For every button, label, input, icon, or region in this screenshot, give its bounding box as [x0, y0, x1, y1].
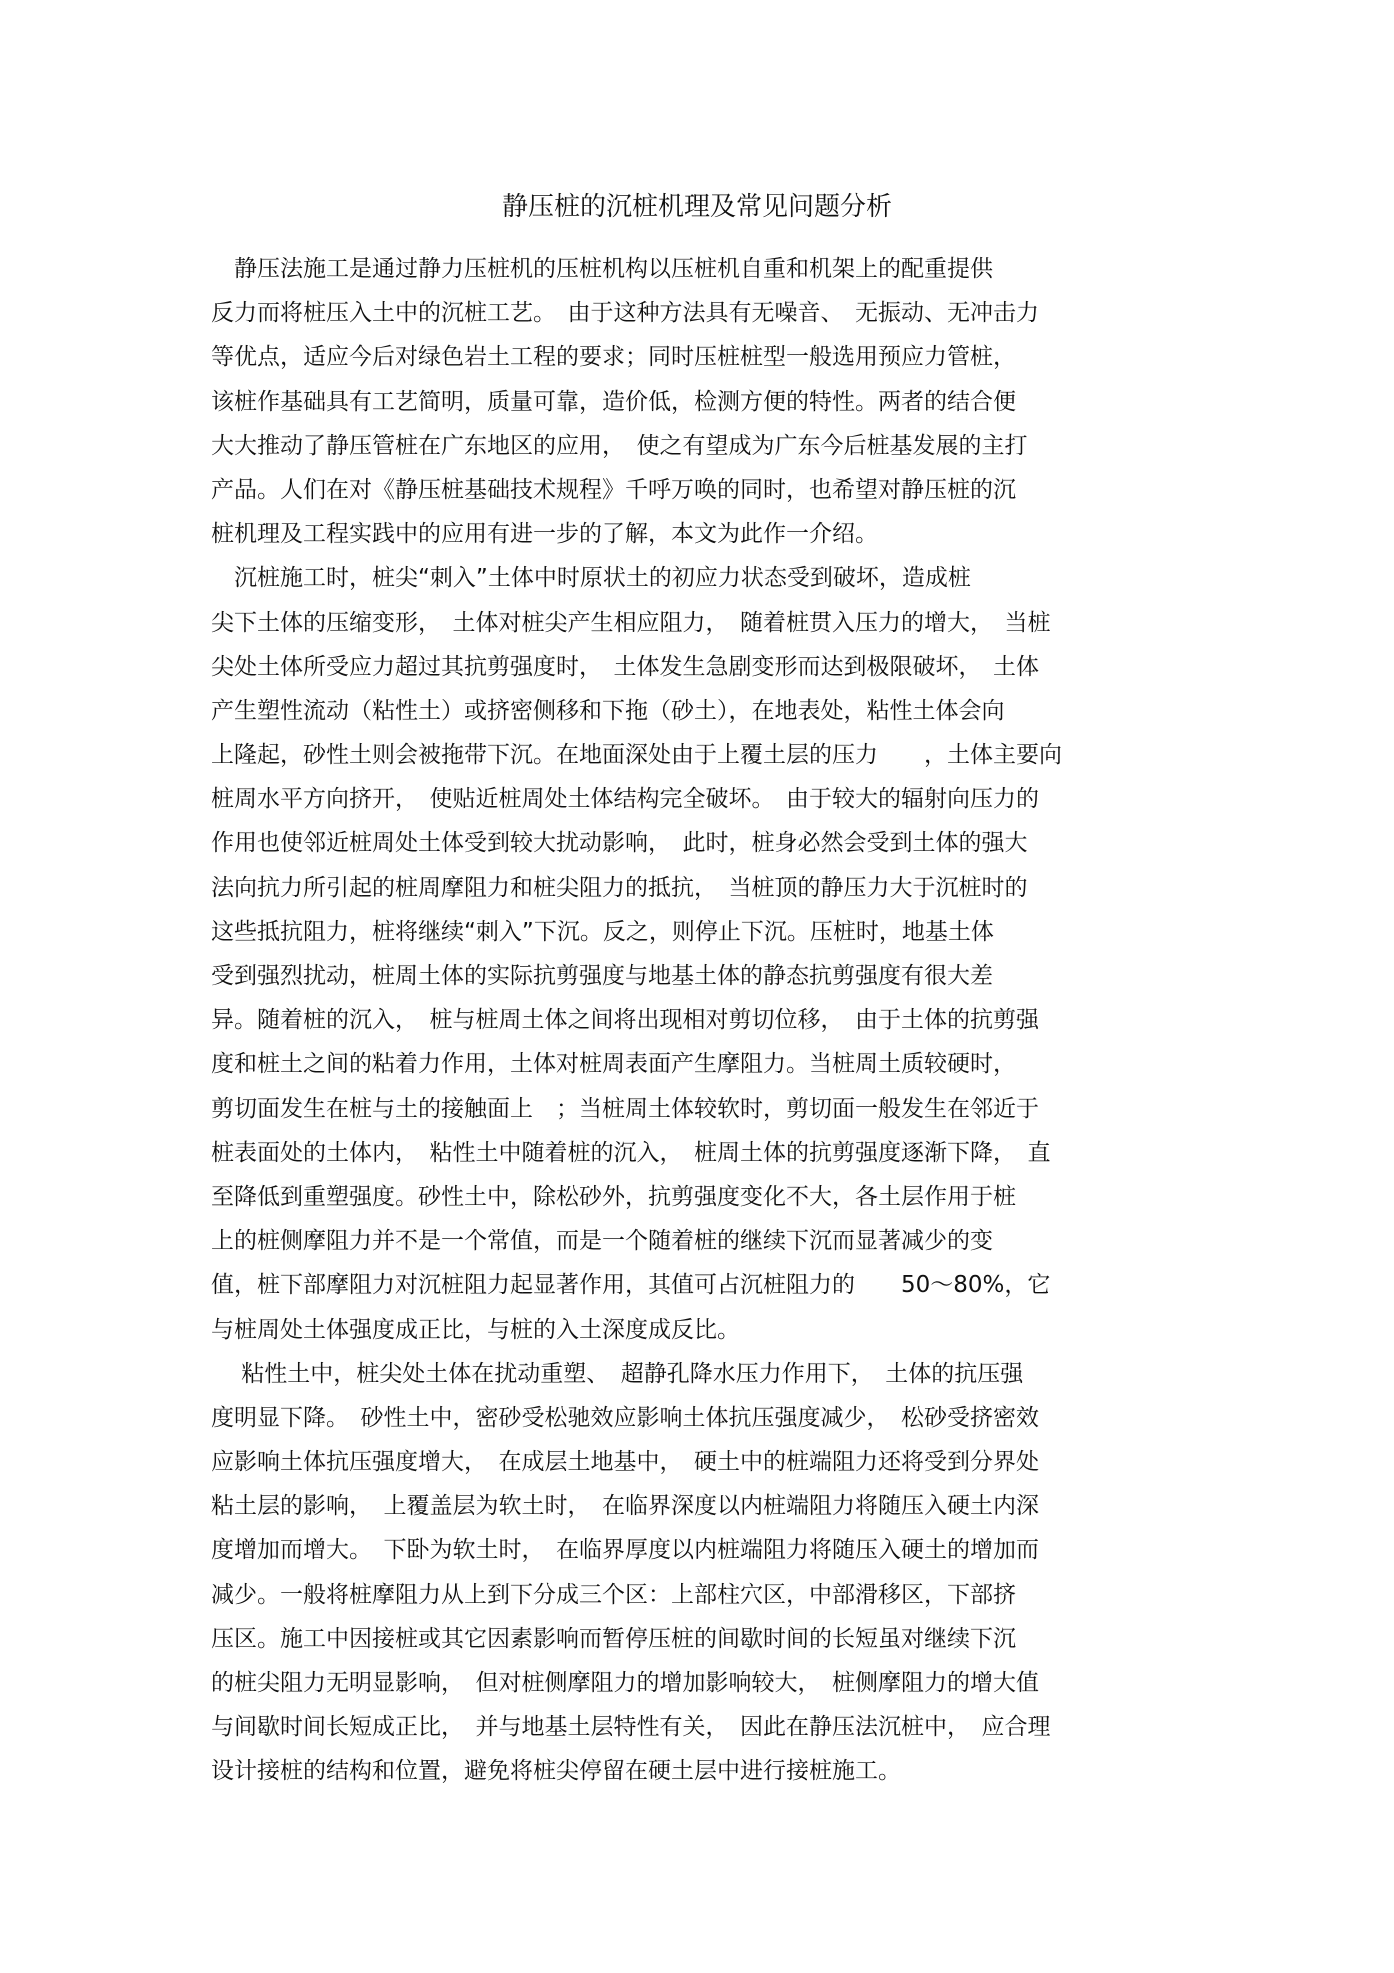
text-line: 尖处土体所受应力超过其抗剪强度时， 土体发生急剧变形而达到极限破坏， 土体	[211, 653, 1039, 680]
text-line: 至降低到重塑强度。砂性土中，除松砂外，抗剪强度变化不大，各土层作用于桩	[211, 1183, 1016, 1210]
text-line: 反力而将桩压入土中的沉桩工艺。 由于这种方法具有无噪音、 无振动、无冲击力	[211, 300, 1039, 327]
text-line: 等优点，适应今后对绿色岩土工程的要求；同时压桩桩型一般选用预应力管桩，	[211, 344, 1016, 371]
text-line: 应影响土体抗压强度增大， 在成层土地基中， 硬土中的桩端阻力还将受到分界处	[211, 1449, 1039, 1476]
text-line: 剪切面发生在桩与土的接触面上 ；当桩周土体较软时，剪切面一般发生在邻近于	[211, 1095, 1039, 1122]
text-line: 的桩尖阻力无明显影响， 但对桩侧摩阻力的增加影响较大， 桩侧摩阻力的增大值	[211, 1670, 1039, 1696]
text-line: 法向抗力所引起的桩周摩阻力和桩尖阻力的抵抗， 当桩顶的静压力大于沉桩时的	[211, 874, 1028, 901]
text-line: 度明显下降。 砂性土中，密砂受松驰效应影响土体抗压强度减少， 松砂受挤密效	[211, 1404, 1039, 1431]
text-line: 与间歇时间长短成正比， 并与地基土层特性有关， 因此在静压法沉桩中， 应合理	[211, 1714, 1051, 1741]
text-line: 静压法施工是通过静力压桩机的压桩机构以压桩机自重和机架上的配重提供	[211, 256, 993, 282]
text-line: 异。随着桩的沉入， 桩与桩周土体之间将出现相对剪切位移， 由于土体的抗剪强	[211, 1007, 1039, 1034]
text-line: 大大推动了静压管桩在广东地区的应用， 使之有望成为广东今后桩基发展的主打	[211, 432, 1028, 459]
text-line: 上的桩侧摩阻力并不是一个常值，而是一个随着桩的继续下沉而显著减少的变	[211, 1228, 993, 1255]
text-line: 度增加而增大。 下卧为软土时， 在临界厚度以内桩端阻力将随压入硬土的增加而	[211, 1537, 1039, 1564]
text-line: 桩表面处的土体内， 粘性土中随着桩的沉入， 桩周土体的抗剪强度逐渐下降， 直	[211, 1139, 1051, 1166]
text-line: 该桩作基础具有工艺简明，质量可靠，造价低，检测方便的特性。两者的结合便	[211, 388, 1016, 415]
document-body	[211, 247, 1201, 1794]
text-line: 桩机理及工程实践中的应用有进一步的了解，本文为此作一介绍。	[211, 521, 878, 548]
text-line: 压区。施工中因接桩或其它因素影响而暂停压桩的间歇时间的长短虽对继续下沉	[211, 1625, 1016, 1652]
text-line: 度和桩土之间的粘着力作用，土体对桩周表面产生摩阻力。当桩周土质较硬时，	[211, 1051, 1016, 1078]
text-line: 设计接桩的结构和位置，避免将桩尖停留在硬土层中进行接桩施工。	[211, 1758, 901, 1785]
text-line: 值，桩下部摩阻力对沉桩阻力起显著作用，其值可占沉桩阻力的 50～80%，它	[211, 1272, 1051, 1299]
text-line: 沉桩施工时，桩尖“刺入”土体中时原状土的初应力状态受到破坏，造成桩	[211, 565, 971, 592]
text-line: 作用也使邻近桩周处土体受到较大扰动影响， 此时，桩身必然会受到土体的强大	[211, 830, 1028, 857]
text-line: 上隆起，砂性土则会被拖带下沉。在地面深处由于上覆土层的压力 ，土体主要向	[211, 742, 1062, 769]
document-title: 静压桩的沉桩机理及常见问题分析	[501, 192, 892, 222]
text-line: 与桩周处土体强度成正比，与桩的入土深度成反比。	[211, 1316, 740, 1343]
text-line: 粘土层的影响， 上覆盖层为软土时， 在临界深度以内桩端阻力将随压入硬土内深	[211, 1493, 1039, 1520]
text-line: 桩周水平方向挤开， 使贴近桩周处土体结构完全破坏。 由于较大的辐射向压力的	[211, 786, 1039, 813]
text-line: 产生塑性流动（粘性土）或挤密侧移和下拖（砂土），在地表处，粘性土体会向	[211, 697, 1005, 724]
text-line: 这些抵抗阻力，桩将继续“刺入”下沉。反之，则停止下沉。压桩时，地基土体	[211, 918, 994, 945]
text-line: 产品。人们在对《静压桩基础技术规程》千呼万唤的同时，也希望对静压桩的沉	[211, 476, 1016, 503]
text-line: 减少。一般将桩摩阻力从上到下分成三个区：上部柱穴区，中部滑移区，下部挤	[211, 1581, 1016, 1608]
text-line: 粘性土中，桩尖处土体在扰动重塑、 超静孔降水压力作用下， 土体的抗压强	[211, 1360, 1024, 1387]
text-line: 受到强烈扰动，桩周土体的实际抗剪强度与地基土体的静态抗剪强度有很大差	[211, 963, 993, 989]
text-line: 尖下土体的压缩变形， 土体对桩尖产生相应阻力， 随着桩贯入压力的增大， 当桩	[211, 609, 1051, 636]
